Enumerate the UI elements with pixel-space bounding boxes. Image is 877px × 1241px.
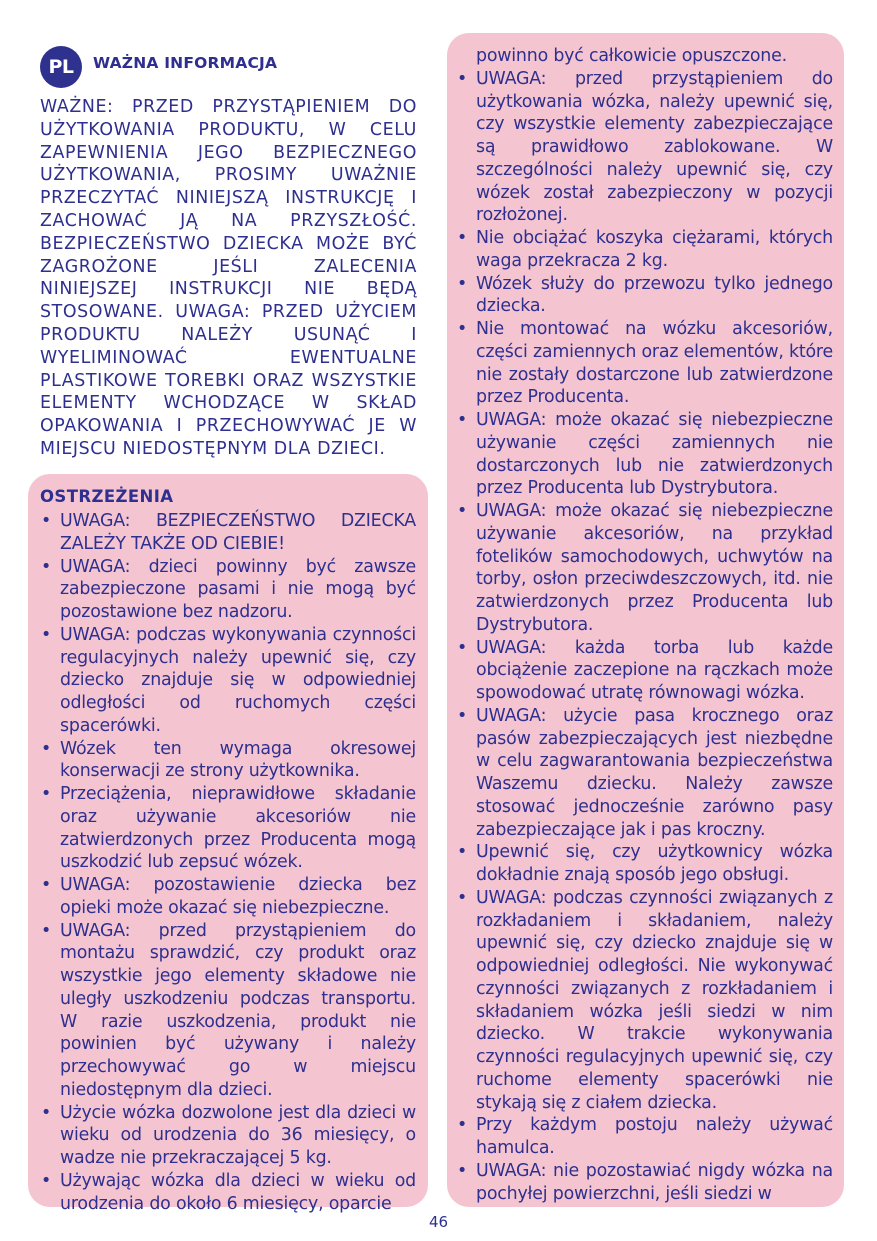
list-item: • Wózek służy do przewozu tylko jednego dziecka. <box>456 273 833 319</box>
warnings-list-right <box>456 45 833 1205</box>
list-item: • UWAGA: może okazać się niebezpieczne używanie akcesoriów, na przykład fotelików samochodowych, uchwytów na torby, osłon przeciwdeszczowych, itd. nie zatwierdzonych przez Producenta lub Dystrybutora. <box>456 500 833 637</box>
list-item: • Przeciążenia, nieprawidłowe składanie oraz używanie akcesoriów nie zatwierdzonych przez Producenta mogą uszkodzić lub zepsuć wózek. <box>40 783 416 874</box>
list-item: • UWAGA: może okazać się niebezpieczne używanie części zamiennych nie dostarczonych lub nie zatwierdzonych przez Producenta lub Dystrybutora. <box>456 409 833 500</box>
page-number: 46 <box>428 1213 449 1231</box>
list-item: • Użycie wózka dozwolone jest dla dzieci w wieku od urodzenia do 36 miesięcy, o wadze nie przekraczającej 5 kg. <box>40 1102 416 1170</box>
list-item: • Używając wózka dla dzieci w wieku od urodzenia do około 6 miesięcy, oparcie <box>40 1170 416 1216</box>
list-item: • Przy każdym postoju należy używać hamulca. <box>456 1114 833 1160</box>
list-item: • UWAGA: użycie pasa krocznego oraz pasów zabezpieczających jest niezbędne w celu zagwarantowania bezpieczeństwa Waszemu dziecku. Należy zawsze stosować jednocześnie zarówno pasy zabezpieczające jak i pas kroczny. <box>456 705 833 842</box>
warnings-heading: OSTRZEŻENIA <box>40 487 174 506</box>
page-title: WAŻNA INFORMACJA <box>93 54 278 72</box>
list-item: • UWAGA: nie pozostawiać nigdy wózka na pochyłej powierzchni, jeśli siedzi w <box>456 1160 833 1206</box>
warnings-list-left <box>40 510 416 1215</box>
important-notice: WAŻNE: PRZED PRZYSTĄPIENIEM DO UŻYTKOWANIA PRODUKTU, W CELU ZAPEWNIENIA JEGO BEZPIECZNEGO UŻYTKOWANIA, PROSIMY UWAŻNIE PRZECZYTAĆ NINIEJSZĄ INSTRUKCJĘ I ZACHOWAĆ JĄ NA PRZYSZŁOŚĆ. BEZPIECZEŃSTWO DZIECKA MOŻE BYĆ ZAGROŻONE JEŚLI ZALECENIA NINIEJSZEJ INSTRUKCJI NIE BĘDĄ STOSOWANE. UWAGA: PRZED UŻYCIEM PRODUKTU NALEŻY USUNĄĆ I WYELIMINOWAĆ EWENTUALNE PLASTIKOWE TOREBKI ORAZ WSZYSTKIE ELEMENTY WCHODZĄCE W SKŁAD OPAKOWANIA I PRZECHOWYWAĆ JE W MIEJSCU NIEDOSTĘPNYM DLA DZIECI. <box>40 97 417 459</box>
list-item: • Nie montować na wózku akcesoriów, części zamiennych oraz elementów, które nie zostały dostarczone lub zatwierdzone przez Producenta. <box>456 318 833 409</box>
list-item-continuation: powinno być całkowicie opuszczone. <box>476 46 787 66</box>
list-item: • UWAGA: BEZPIECZEŃSTWO DZIECKA ZALEŻY TAKŻE OD CIEBIE! <box>40 510 416 556</box>
list-item: • UWAGA: pozostawienie dziecka bez opieki może okazać się niebezpieczne. <box>40 874 416 920</box>
list-item: • Upewnić się, czy użytkownicy wózka dokładnie znają sposób jego obsługi. <box>456 841 833 887</box>
list-item: • Nie obciążać koszyka ciężarami, których waga przekracza 2 kg. <box>456 227 833 273</box>
list-item: • UWAGA: przed przystąpieniem do użytkowania wózka, należy upewnić się, czy wszystkie elementy zabezpieczające są prawidłowo zablokowane. W szczególności należy upewnić się, czy wózek został zabezpieczony w pozycji rozłożonej. <box>456 68 833 227</box>
list-item: • UWAGA: dzieci powinny być zawsze zabezpieczone pasami i nie mogą być pozostawione bez nadzoru. <box>40 556 416 624</box>
list-item: • UWAGA: przed przystąpieniem do montażu sprawdzić, czy produkt oraz wszystkie jego elementy składowe nie uległy uszkodzeniu podczas transportu. W razie uszkodzenia, produkt nie powinien być używany i należy przechowywać go w miejscu niedostępnym dla dzieci. <box>40 920 416 1102</box>
list-item: • UWAGA: każda torba lub każde obciążenie zaczepione na rączkach może spowodować utratę równowagi wózka. <box>456 637 833 705</box>
list-item: • UWAGA: podczas czynności związanych z rozkładaniem i składaniem, należy upewnić się, czy dziecko znajduje się w odpowiedniej odległości. Nie wykonywać czynności związanych z rozkładaniem i składaniem wózka jeśli siedzi w nim dziecko. W trakcie wykonywania czynności regulacyjnych upewnić się, czy ruchome elementy spacerówki nie stykają się z ciałem dziecka. <box>456 887 833 1115</box>
list-item: • UWAGA: podczas wykonywania czynności regulacyjnych należy upewnić się, czy dziecko znajduje się w odpowiedniej odległości od ruchomych części spacerówki. <box>40 624 416 738</box>
language-badge: PL <box>40 46 82 88</box>
list-item: • Wózek ten wymaga okresowej konserwacji ze strony użytkownika. <box>40 738 416 784</box>
